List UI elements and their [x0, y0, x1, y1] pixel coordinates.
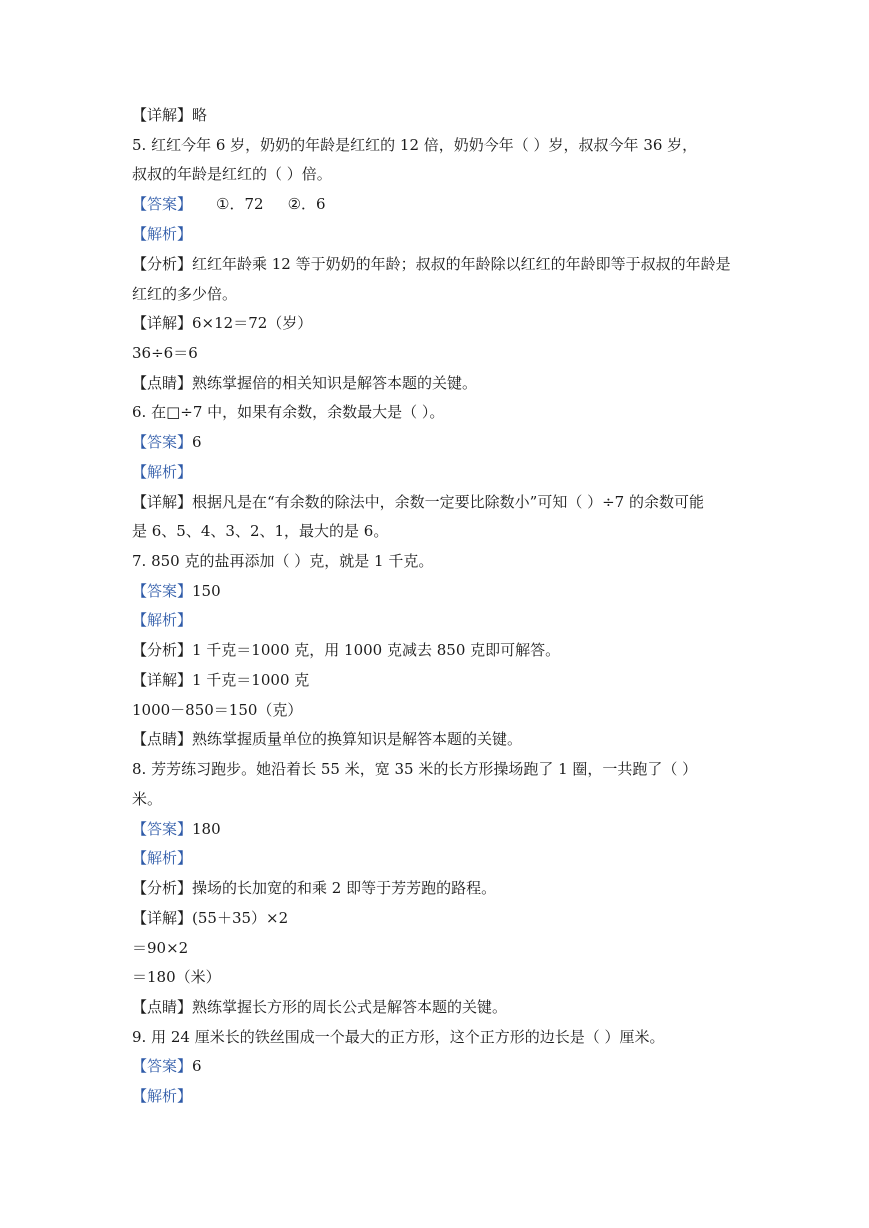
detail-line: 【详解】(55＋35）×2 — [132, 909, 289, 927]
analysis-tag: 【解析】 — [132, 1087, 193, 1105]
answer-value: 6 — [192, 1057, 202, 1075]
answer-line — [132, 431, 752, 453]
answer-tag: 【答案】 — [132, 820, 193, 838]
answer-tag: 【答案】 — [132, 433, 193, 451]
formula-line: 1000－850＝150（克） — [132, 701, 303, 719]
tip-line: 【点睛】熟练掌握倍的相关知识是解答本题的关键。 — [132, 374, 478, 392]
detail-line: 【详解】6×12＝72（岁） — [132, 314, 313, 332]
analysis-tag: 【解析】 — [132, 849, 193, 867]
answer-tag: 【答案】 — [132, 195, 193, 213]
answer-value-1: ①．72 — [216, 195, 264, 213]
formula-line: 36÷6＝6 — [132, 344, 198, 362]
question-7: 7. 850 克的盐再添加（ ）克，就是 1 千克。 — [132, 552, 434, 570]
question-5-cont: 叔叔的年龄是红红的（ ）倍。 — [132, 165, 332, 183]
question-8-cont: 米。 — [132, 790, 163, 808]
analysis-tag: 【解析】 — [132, 611, 193, 629]
detail-line-cont: 是 6、5、4、3、2、1，最大的是 6。 — [132, 522, 389, 540]
answer-line — [132, 580, 752, 602]
formula-line: ＝90×2 — [132, 939, 189, 957]
detail-line: 【详解】1 千克＝1000 克 — [132, 671, 310, 689]
formula-line: ＝180（米） — [132, 968, 221, 986]
analysis-tag: 【解析】 — [132, 463, 193, 481]
analysis-line: 【分析】1 千克＝1000 克，用 1000 克减去 850 克即可解答。 — [132, 641, 561, 659]
tip-line: 【点睛】熟练掌握质量单位的换算知识是解答本题的关键。 — [132, 730, 523, 748]
analysis-line-cont: 红红的多少倍。 — [132, 285, 238, 303]
answer-value: 150 — [192, 582, 221, 600]
question-5: 5. 红红今年 6 岁，奶奶的年龄是红红的 12 倍，奶奶今年（ ）岁，叔叔今年 36 岁， — [132, 136, 698, 154]
answer-tag: 【答案】 — [132, 582, 193, 600]
answer-value-2: ②．6 — [287, 195, 326, 213]
answer-tag: 【答案】 — [132, 1057, 193, 1075]
analysis-tag: 【解析】 — [132, 225, 193, 243]
analysis-line: 【分析】操场的长加宽的和乘 2 即等于芳芳跑的路程。 — [132, 879, 497, 897]
detail-line: 【详解】略 — [132, 106, 208, 124]
tip-line: 【点睛】熟练掌握长方形的周长公式是解答本题的关键。 — [132, 998, 508, 1016]
question-8: 8. 芳芳练习跑步。她沿着长 55 米，宽 35 米的长方形操场跑了 1 圈，一共跑了（ ） — [132, 760, 698, 778]
answer-value: 180 — [192, 820, 221, 838]
answer-line — [132, 193, 752, 215]
answer-line — [132, 1055, 752, 1077]
question-9: 9. 用 24 厘米长的铁丝围成一个最大的正方形，这个正方形的边长是（ ）厘米。 — [132, 1028, 665, 1046]
answer-value: 6 — [192, 433, 202, 451]
detail-line: 【详解】根据凡是在“有余数的除法中，余数一定要比除数小”可知（ ）÷7 的余数可能 — [132, 493, 704, 511]
answer-line — [132, 818, 752, 840]
analysis-line: 【分析】红红年龄乘 12 等于奶奶的年龄；叔叔的年龄除以红红的年龄即等于叔叔的年龄是 — [132, 255, 731, 273]
question-6: 6. 在□÷7 中，如果有余数，余数最大是（ ）。 — [132, 403, 445, 421]
